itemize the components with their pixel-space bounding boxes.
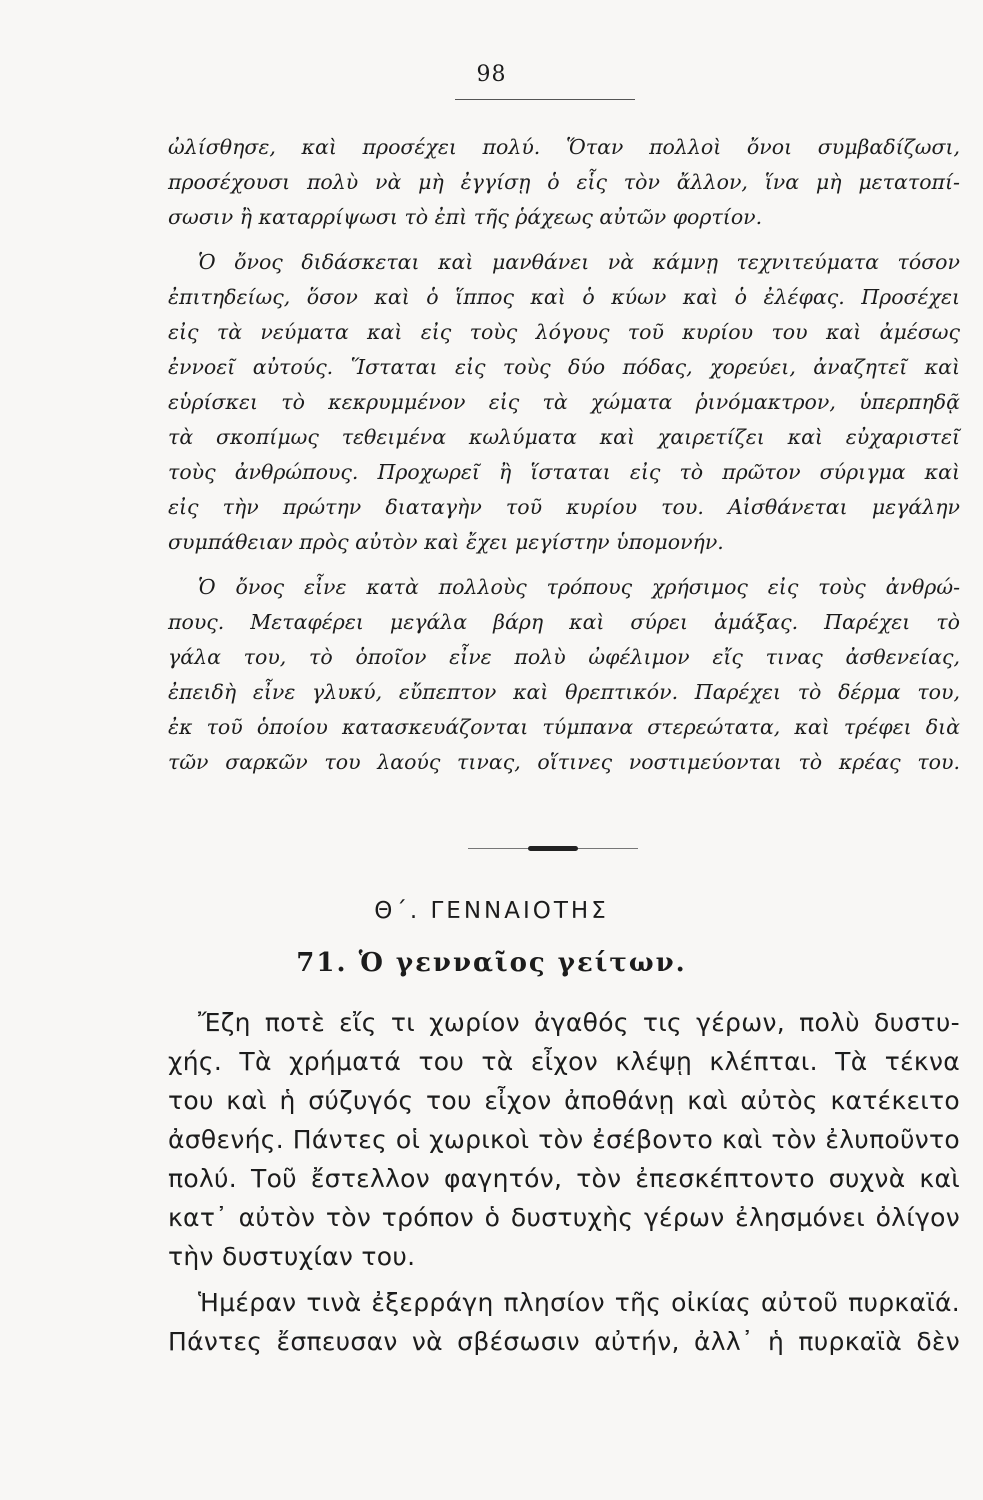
header-rule: [455, 99, 635, 100]
text-line: εἰς τὴν πρώτην διαταγὴν τοῦ κυρίου του. Αἰσθάνεται μεγάλην: [168, 495, 960, 519]
divider-ornament: [528, 846, 578, 851]
text-line: πολύ. Τοῦ ἔστελλον φαγητόν, τὸν ἐπεσκέπτοντο συχνὰ καὶ: [168, 1164, 960, 1193]
section-divider: [468, 848, 638, 849]
text-line: ἐπειδὴ εἶνε γλυκύ, εὔπεπτον καὶ θρεπτικόν. Παρέχει τὸ δέρμα του,: [168, 680, 960, 704]
text-line: ὠλίσθησε, καὶ προσέχει πολύ. Ὅταν πολλοὶ ὄνοι συμβαδίζωσι,: [168, 135, 960, 159]
text-line: τοὺς ἀνθρώπους. Προχωρεῖ ἢ ἵσταται εἰς τὸ πρῶτον σύριγμα καὶ: [168, 460, 960, 484]
text-line: Πάντες ἔσπευσαν νὰ σβέσωσιν αὐτήν, ἀλλ᾿ ἡ πυρκαϊὰ δὲν: [168, 1327, 960, 1356]
text-line: τὰ σκοπίμως τεθειμένα κωλύματα καὶ χαιρετίζει καὶ εὐχαριστεῖ: [168, 425, 960, 449]
story-title: 71. Ὁ γενναῖος γείτων.: [296, 948, 687, 978]
page-number: 98: [476, 62, 507, 87]
text-line: σωσιν ἢ καταρρίψωσι τὸ ἐπὶ τῆς ῥάχεως αὐτῶν φορτίον.: [168, 205, 763, 229]
text-line: ἐπιτηδείως, ὅσον καὶ ὁ ἵππος καὶ ὁ κύων καὶ ὁ ἐλέφας. Προσέχει: [168, 285, 960, 309]
text-line: Ὁ ὄνος εἶνε κατὰ πολλοὺς τρόπους χρήσιμος εἰς τοὺς ἀνθρώ-: [198, 575, 960, 599]
text-line: γάλα του, τὸ ὁποῖον εἶνε πολὺ ὠφέλιμον εἴς τινας ἀσθενείας,: [168, 645, 960, 669]
text-line: ἐκ τοῦ ὁποίου κατασκευάζονται τύμπανα στερεώτατα, καὶ τρέφει διὰ: [168, 715, 960, 739]
text-line: τὴν δυστυχίαν του.: [168, 1242, 416, 1271]
text-line: εἰς τὰ νεύματα καὶ εἰς τοὺς λόγους τοῦ κυρίου του καὶ ἀμέσως: [168, 320, 960, 344]
text-line: προσέχουσι πολὺ νὰ μὴ ἐγγίσῃ ὁ εἷς τὸν ἄλλον, ἵνα μὴ μετατοπί-: [168, 170, 960, 194]
text-line: εὑρίσκει τὸ κεκρυμμένον εἰς τὰ χώματα ῥινόμακτρον, ὑπερπηδᾷ: [168, 390, 960, 414]
text-line: ἐννοεῖ αὐτούς. Ἵσταται εἰς τοὺς δύο πόδας, χορεύει, ἀναζητεῖ καὶ: [168, 355, 960, 379]
text-line: του καὶ ἡ σύζυγός του εἶχον ἀποθάνῃ καὶ αὐτὸς κατέκειτο: [168, 1086, 960, 1115]
text-line: πους. Μεταφέρει μεγάλα βάρη καὶ σύρει ἁμάξας. Παρέχει τὸ: [168, 610, 960, 634]
text-line: κατ᾿ αὐτὸν τὸν τρόπον ὁ δυστυχὴς γέρων ἐλησμόνει ὀλίγον: [168, 1203, 960, 1232]
text-line: Ὁ ὄνος διδάσκεται καὶ μανθάνει νὰ κάμνῃ τεχνιτεύματα τόσον: [198, 250, 960, 274]
text-line: ἀσθενής. Πάντες οἱ χωρικοὶ τὸν ἐσέβοντο καὶ τὸν ἐλυποῦντο: [168, 1125, 960, 1154]
text-line: συμπάθειαν πρὸς αὐτὸν καὶ ἔχει μεγίστην ὑπομονήν.: [168, 530, 724, 554]
section-heading: Θ΄. ΓΕΝΝΑΙΟΤΗΣ: [374, 898, 609, 924]
text-line: τῶν σαρκῶν του λαούς τινας, οἵτινες νοστιμεύονται τὸ κρέας του.: [168, 750, 960, 774]
text-line: Ἡμέραν τινὰ ἐξερράγη πλησίον τῆς οἰκίας αὐτοῦ πυρκαϊά.: [198, 1288, 960, 1317]
text-line: Ἔζη ποτὲ εἴς τι χωρίον ἀγαθός τις γέρων, πολὺ δυστυ-: [198, 1008, 960, 1037]
text-line: χής. Τὰ χρήματά του τὰ εἶχον κλέψῃ κλέπται. Τὰ τέκνα: [168, 1047, 960, 1076]
